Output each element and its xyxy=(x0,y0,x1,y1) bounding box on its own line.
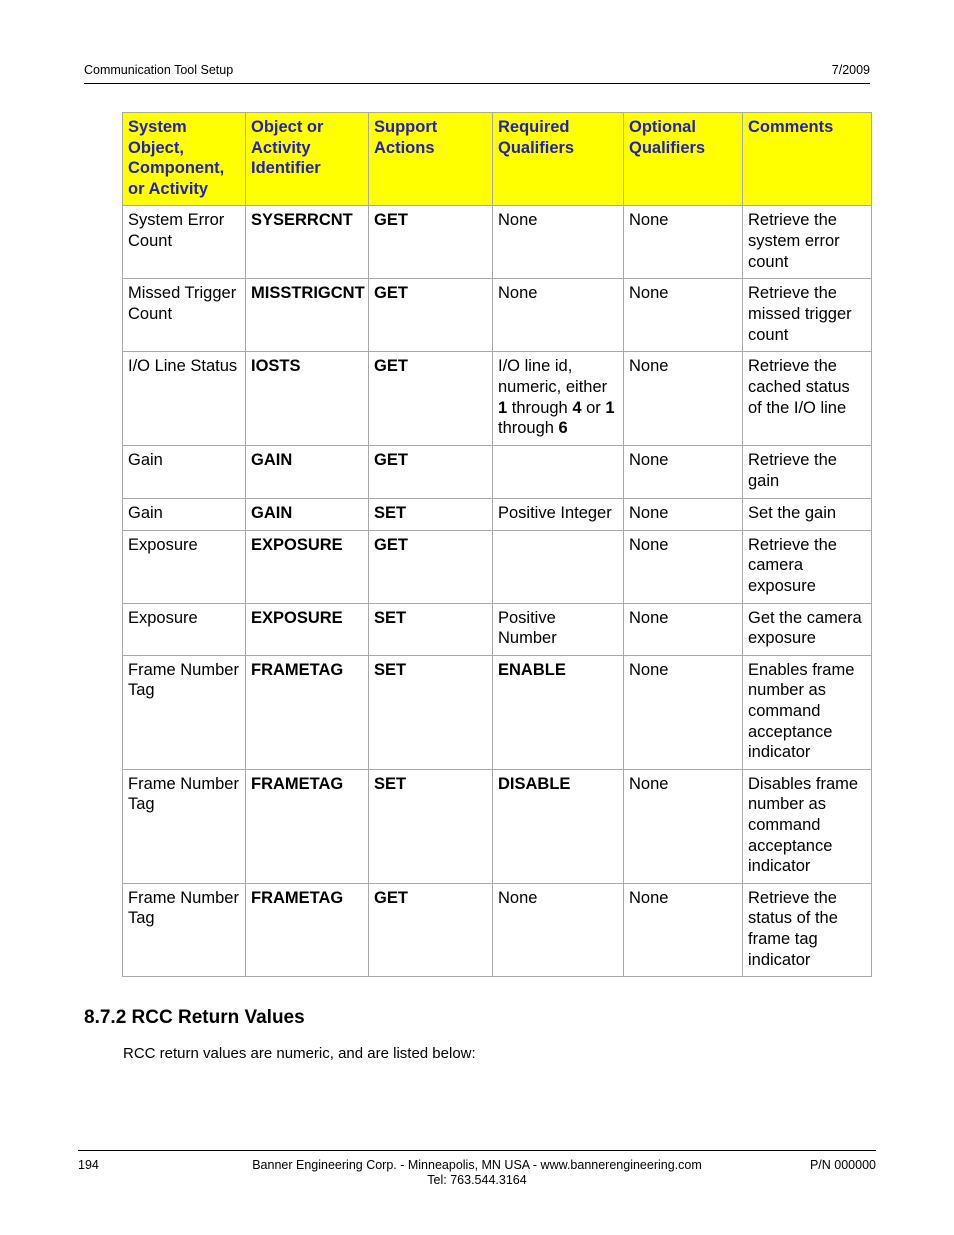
footer-address: Banner Engineering Corp. - Minneapolis, MN USA - www.bannerengineering.com xyxy=(252,1158,702,1172)
cell-identifier: FRAMETAG xyxy=(246,769,369,883)
footer-divider xyxy=(78,1150,876,1151)
required-value: 6 xyxy=(558,419,568,438)
cell-identifier: SYSERRCNT xyxy=(246,206,369,279)
header-divider xyxy=(84,83,870,84)
cell-object: Gain xyxy=(123,446,246,498)
column-header-actions: Support Actions xyxy=(369,113,493,206)
cell-comment: Retrieve the gain xyxy=(743,446,872,498)
cell-action: SET xyxy=(369,769,493,883)
cell-optional: None xyxy=(624,769,743,883)
command-table xyxy=(122,112,872,977)
cell-object: Missed Trigger Count xyxy=(123,279,246,352)
table-row xyxy=(123,498,872,530)
cell-comment: Retrieve the missed trigger count xyxy=(743,279,872,352)
required-text: through xyxy=(507,398,573,417)
cell-optional: None xyxy=(624,530,743,603)
cell-optional: None xyxy=(624,603,743,655)
header-section-title: Communication Tool Setup xyxy=(84,63,234,77)
column-header-optional: Optional Qualifiers xyxy=(624,113,743,206)
cell-required: DISABLE xyxy=(493,769,624,883)
cell-required: None xyxy=(493,206,624,279)
cell-required xyxy=(493,352,624,446)
cell-optional: None xyxy=(624,883,743,976)
cell-action: SET xyxy=(369,603,493,655)
cell-required: ENABLE xyxy=(493,655,624,769)
table-row xyxy=(123,530,872,603)
cell-optional: None xyxy=(624,279,743,352)
cell-comment: Disables frame number as command acceptance indicator xyxy=(743,769,872,883)
cell-object: Gain xyxy=(123,498,246,530)
cell-comment: Set the gain xyxy=(743,498,872,530)
cell-action: GET xyxy=(369,883,493,976)
column-header-required: Required Qualifiers xyxy=(493,113,624,206)
footer-company-info xyxy=(227,1158,727,1188)
required-text: through xyxy=(498,419,559,438)
header-date: 7/2009 xyxy=(831,63,870,77)
cell-identifier: IOSTS xyxy=(246,352,369,446)
cell-comment: Enables frame number as command acceptance indicator xyxy=(743,655,872,769)
cell-required: Positive Number xyxy=(493,603,624,655)
required-text: I/O line id, numeric, either xyxy=(498,357,608,396)
cell-comment: Retrieve the status of the frame tag indicator xyxy=(743,883,872,976)
cell-optional: None xyxy=(624,352,743,446)
page-number: 194 xyxy=(78,1158,99,1172)
page-header xyxy=(84,63,870,77)
cell-identifier: MISSTRIGCNT xyxy=(246,279,369,352)
cell-required: None xyxy=(493,883,624,976)
table-row xyxy=(123,206,872,279)
column-header-object: System Object, Component, or Activity xyxy=(123,113,246,206)
cell-identifier: FRAMETAG xyxy=(246,883,369,976)
cell-action: GET xyxy=(369,446,493,498)
cell-optional: None xyxy=(624,206,743,279)
table-header-row xyxy=(123,113,872,206)
cell-required xyxy=(493,446,624,498)
cell-action: GET xyxy=(369,279,493,352)
table-row xyxy=(123,279,872,352)
cell-object: System Error Count xyxy=(123,206,246,279)
table-row xyxy=(123,769,872,883)
table-row xyxy=(123,352,872,446)
cell-required: None xyxy=(493,279,624,352)
cell-comment: Retrieve the camera exposure xyxy=(743,530,872,603)
table-row xyxy=(123,883,872,976)
column-header-identifier: Object or Activity Identifier xyxy=(246,113,369,206)
cell-optional: None xyxy=(624,446,743,498)
cell-identifier: EXPOSURE xyxy=(246,603,369,655)
required-value: 4 xyxy=(572,398,582,417)
cell-identifier: FRAMETAG xyxy=(246,655,369,769)
part-number: P/N 000000 xyxy=(809,1158,876,1172)
footer-phone: Tel: 763.544.3164 xyxy=(427,1173,527,1187)
table-row xyxy=(123,655,872,769)
section-heading: 8.7.2 RCC Return Values xyxy=(84,1007,305,1028)
cell-object: I/O Line Status xyxy=(123,352,246,446)
section-body-text: RCC return values are numeric, and are listed below: xyxy=(123,1045,476,1062)
cell-required xyxy=(493,530,624,603)
cell-comment: Retrieve the system error count xyxy=(743,206,872,279)
column-header-comments: Comments xyxy=(743,113,872,206)
cell-action: SET xyxy=(369,655,493,769)
required-text: or xyxy=(581,398,606,417)
cell-identifier: GAIN xyxy=(246,446,369,498)
cell-optional: None xyxy=(624,498,743,530)
cell-object: Frame Number Tag xyxy=(123,883,246,976)
cell-action: GET xyxy=(369,206,493,279)
cell-comment: Retrieve the cached status of the I/O line xyxy=(743,352,872,446)
table-row xyxy=(123,446,872,498)
cell-object: Frame Number Tag xyxy=(123,655,246,769)
cell-action: GET xyxy=(369,352,493,446)
cell-object: Frame Number Tag xyxy=(123,769,246,883)
required-value: 1 xyxy=(498,398,508,417)
cell-object: Exposure xyxy=(123,530,246,603)
cell-identifier: GAIN xyxy=(246,498,369,530)
cell-action: SET xyxy=(369,498,493,530)
cell-comment: Get the camera exposure xyxy=(743,603,872,655)
cell-required: Positive Integer xyxy=(493,498,624,530)
cell-object: Exposure xyxy=(123,603,246,655)
required-value: 1 xyxy=(605,398,615,417)
table-row xyxy=(123,603,872,655)
cell-optional: None xyxy=(624,655,743,769)
cell-action: GET xyxy=(369,530,493,603)
cell-identifier: EXPOSURE xyxy=(246,530,369,603)
